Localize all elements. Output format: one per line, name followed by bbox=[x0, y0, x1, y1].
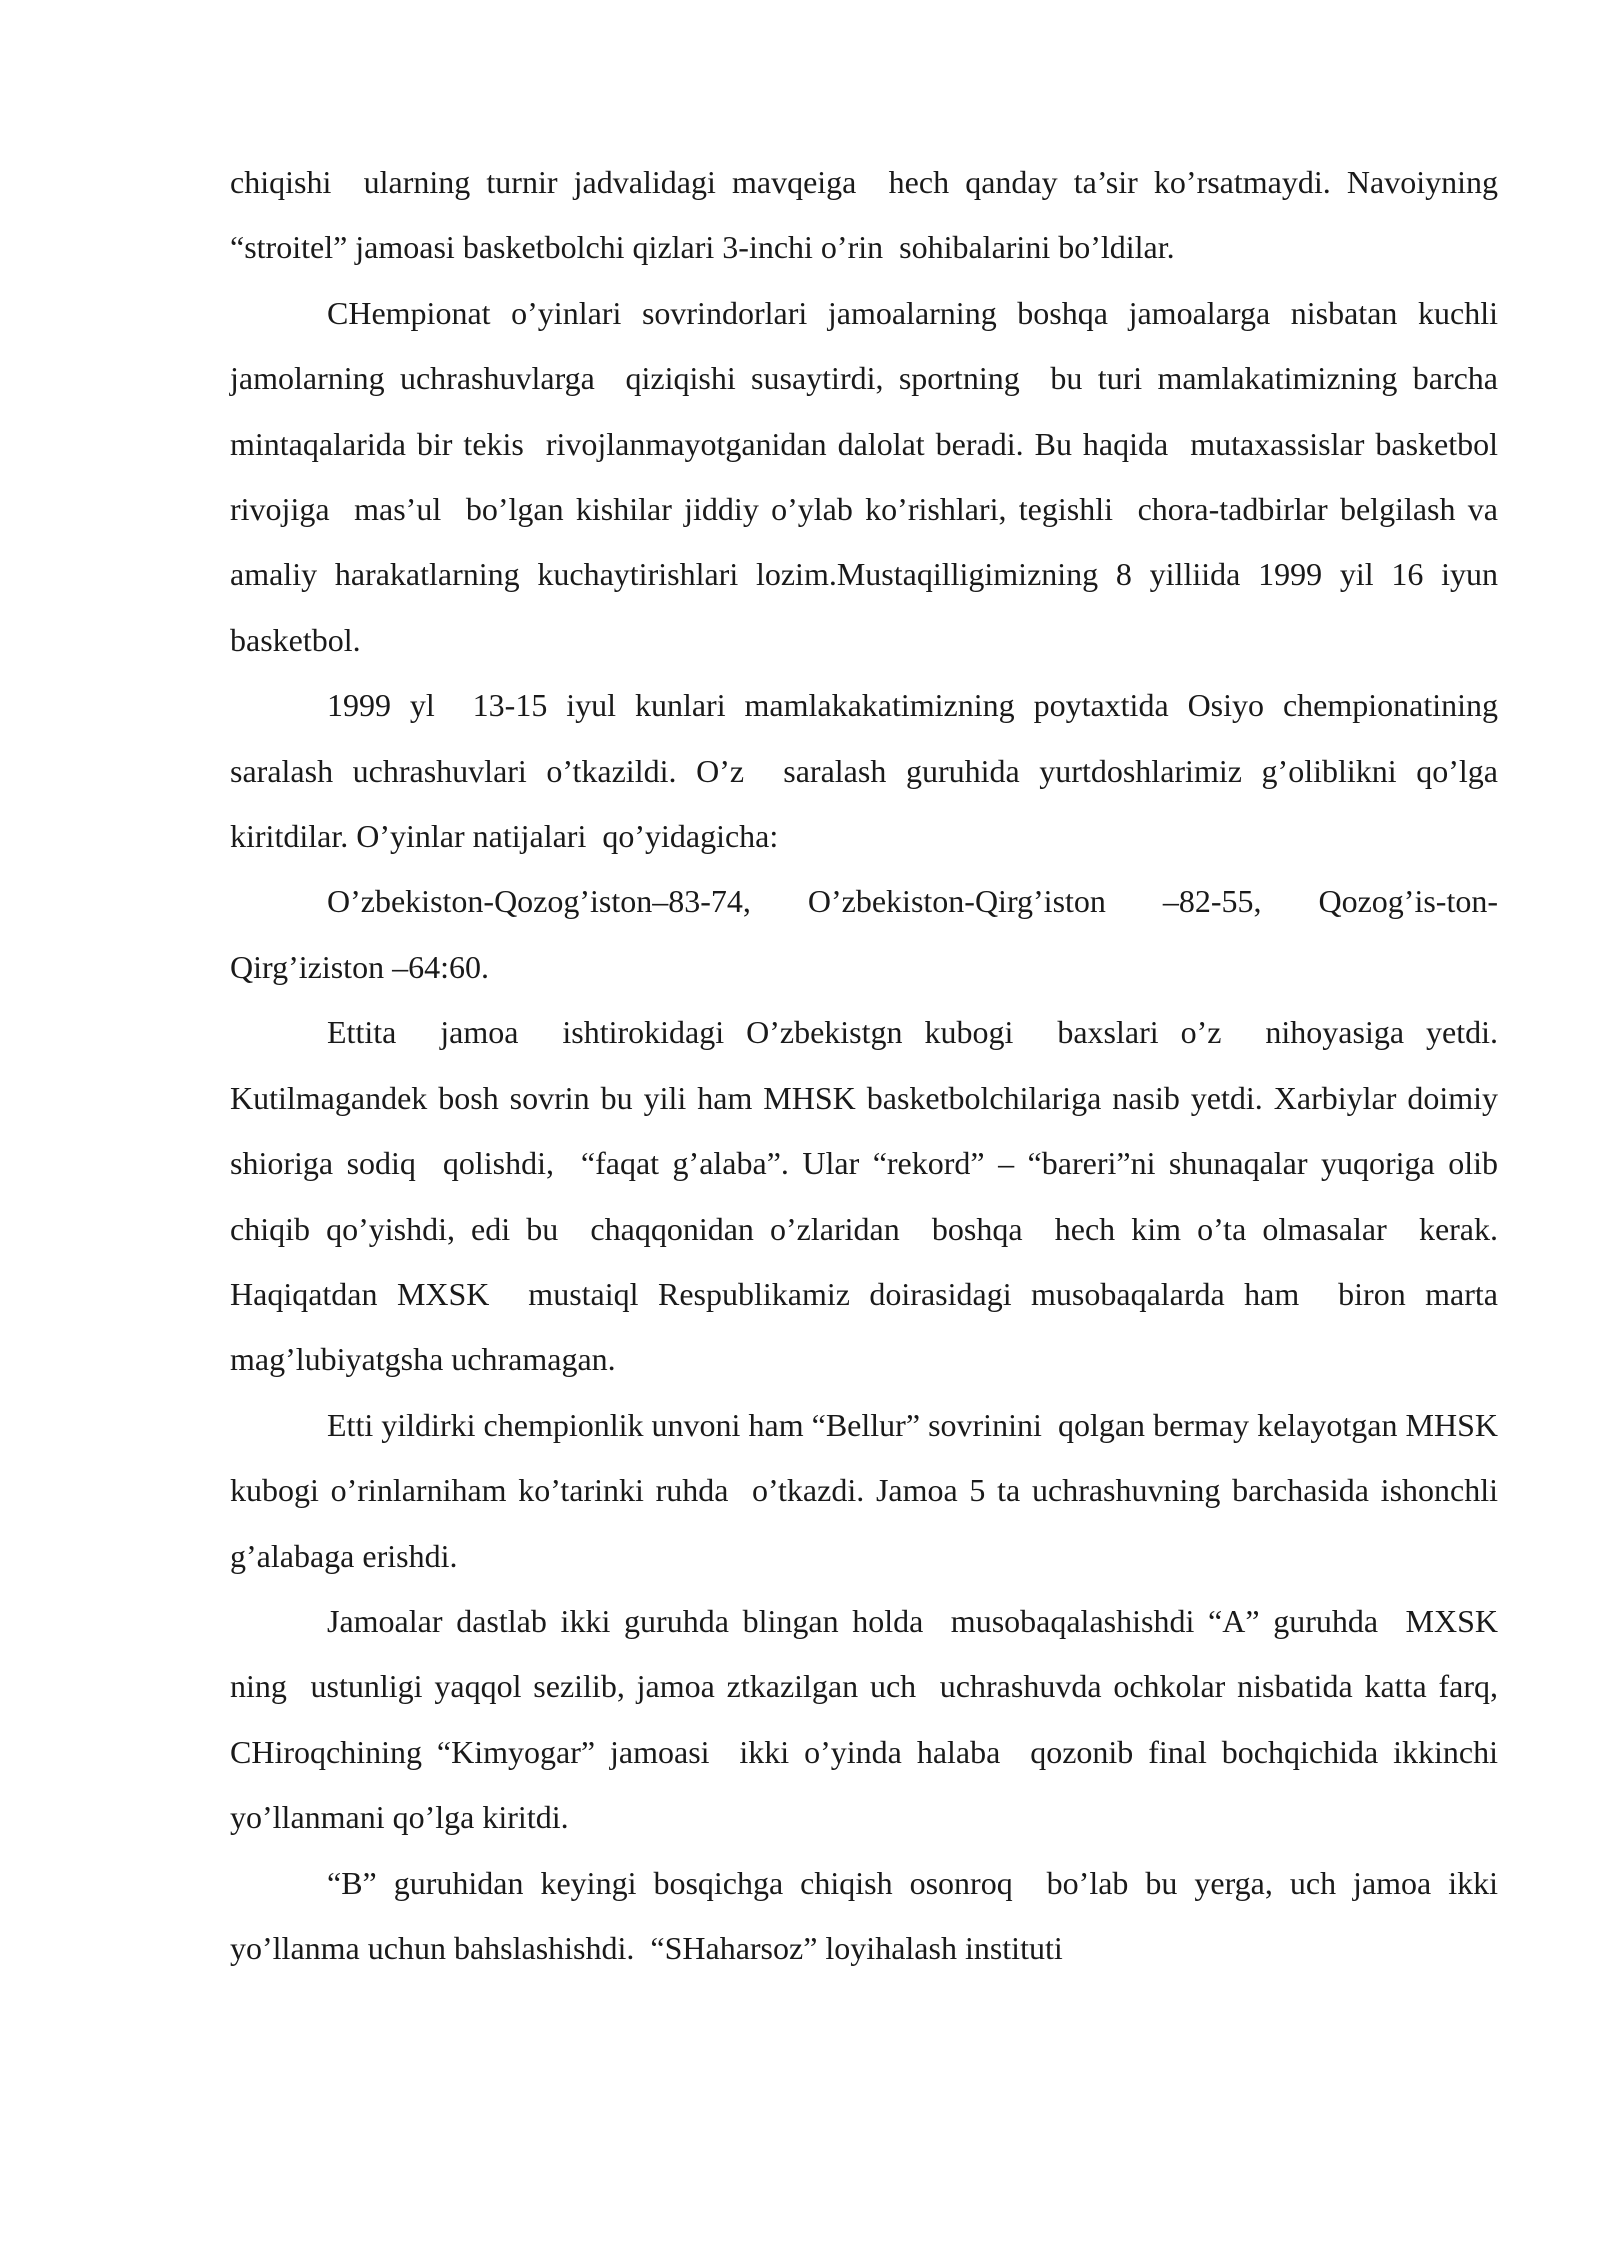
paragraph-4: O’zbekiston-Qozog’iston–83-74, O’zbekiston-Qirg’iston –82-55, Qozog’is-ton-Qirg’iziston –64:60. bbox=[230, 883, 1498, 985]
paragraph-7: Jamoalar dastlab ikki guruhda blingan holda musobaqalashishdi “A” guruhda MXSK ning ustunligi yaqqol sezilib, jamoa ztkazilgan uch uchrashuvda ochkolar nisbatida katta farq, CHiroqchining “Kimyogar” jamoasi ikki o’yinda halaba qozonib final bochqichida ikkinchi yo’llanmani qo’lga kiritdi. bbox=[230, 1602, 1514, 1836]
paragraph-8: “B” guruhidan keyingi bosqichga chiqish osonroq bo’lab bu yerga, uch jamoa ikki yo’llanma uchun bahslashishdi. “SHaharsoz” loyihalash instituti bbox=[230, 1864, 1506, 1966]
paragraph-5: Ettita jamoa ishtirokidagi O’zbekistgn kubogi baxslari o’z nihoyasiga yetdi. Kutilmagandek bosh sovrin bu yili ham MHSK basketbolchilariga nasib yetdi. Xarbiylar doimiy shioriga sodiq qolishdi, “faqat g’alaba”. Ular “rekord” – “bareri”ni shunaqalar yuqoriga olib chiqib qo’yishdi, edi bu chaqqonidan o’zlaridan boshqa hech kim o’ta olmasalar kerak. Haqiqatdan MXSK mustaiql Respublikamiz doirasidagi musobaqalarda ham biron marta mag’lubiyatgsha uchramagan. bbox=[230, 1014, 1514, 1378]
paragraph-1: chiqishi ularning turnir jadvalidagi mavqeiga hech qanday ta’sir ko’rsatmaydi. Navoiyning “stroitel” jamoasi basketbolchi qizlari 3-inchi o’rin sohibalarini bo’ldilar. bbox=[230, 164, 1506, 266]
paragraph-6: Etti yildirki chempionlik unvoni ham “Bellur” sovrinini qolgan bermay kelayotgan MHSK kubogi o’rinlarniham ko’tarinki ruhda o’tkazdi. Jamoa 5 ta uchrashuvning barchasida ishonchli g’alabaga erishdi. bbox=[230, 1406, 1514, 1574]
paragraph-3: 1999 yl 13-15 iyul kunlari mamlakakatimizning poytaxtida Osiyo chempionatining saralash uchrashuvlari o’tkazildi. O’z saralash guruhida yurtdoshlarimiz g’oliblikni qo’lga kiritdilar. O’yinlar natijalari qo’yidagicha: bbox=[230, 687, 1514, 855]
paragraph-2: CHempionat o’yinlari sovrindorlari jamoalarning boshqa jamoalarga nisbatan kuchli jamolarning uchrashuvlarga qiziqishi susaytirdi, sportning bu turi mamlakatimizning barcha mintaqalarida bir tekis rivojlanmayotganidan dalolat beradi. Bu haqida mutaxassislar basketbol rivojiga mas’ul bo’lgan kishilar jiddiy o’ylab ko’rishlari, tegishli chora-tadbirlar belgilash va amaliy harakatlarning kuchaytirishlari lozim.Mustaqilligimizning 8 yilliida 1999 yil 16 iyun basketbol. bbox=[230, 294, 1514, 658]
document-body bbox=[230, 150, 1514, 1981]
